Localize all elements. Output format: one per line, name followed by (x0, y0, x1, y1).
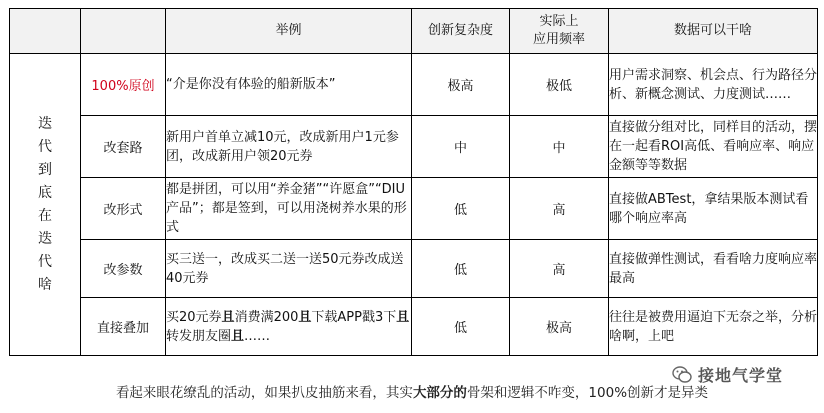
header-data-use: 数据可以干啥 (609, 9, 818, 54)
row-data-use: 用户需求洞察、机会点、行为路径分析、新概念测试、力度测试…… (609, 54, 818, 116)
header-blank-2 (81, 9, 166, 54)
row-example: 买20元券且消费满200且下载APP戳3下且转发朋友圈且…… (166, 298, 412, 356)
row-data-use: 直接做分组对比，同样目的活动，摆在一起看ROI高低、看响应率、响应金额等等数据 (609, 116, 818, 178)
row-type: 100%原创 (81, 54, 166, 116)
header-example: 举例 (166, 9, 412, 54)
comparison-table (9, 8, 818, 356)
watermark-text: 接地气学堂 (698, 366, 784, 385)
row-data-use: 直接做ABTest，拿结果版本测试看哪个响应率高 (609, 178, 818, 240)
row-frequency: 高 (510, 240, 609, 298)
table-row (10, 240, 818, 298)
table-row (10, 54, 818, 116)
row-data-use: 直接做弹性测试，看看啥力度响应率最高 (609, 240, 818, 298)
row-complexity: 中 (412, 116, 510, 178)
row-type: 改套路 (81, 116, 166, 178)
header-blank-1 (10, 9, 81, 54)
footer-caption: 看起来眼花缭乱的活动，如果扒皮抽筋来看，其实大部分的骨架和逻辑不咋变，100%创新才是异类 (115, 385, 709, 401)
group-label: 迭代到底在迭代啥 (38, 115, 52, 293)
header-complexity: 创新复杂度 (412, 9, 510, 54)
row-frequency: 高 (510, 178, 609, 240)
row-type: 直接叠加 (81, 298, 166, 356)
row-frequency: 中 (510, 116, 609, 178)
row-type: 改参数 (81, 240, 166, 298)
row-frequency: 极高 (510, 298, 609, 356)
table-row (10, 178, 818, 240)
table-row (10, 298, 818, 356)
row-example: “介是你没有体验的船新版本” (166, 54, 412, 116)
header-row (10, 9, 818, 54)
row-example: 都是拼团，可以用“养金猪”“许愿盒”“DIU产品”；都是签到，可以用浇树养水果的形式 (166, 178, 412, 240)
header-frequency: 实际上 应用频率 (510, 9, 609, 54)
row-complexity: 极高 (412, 54, 510, 116)
row-example: 新用户首单立减10元，改成新用户1元参团，改成新用户领20元券 (166, 116, 412, 178)
table-row (10, 116, 818, 178)
row-frequency: 极低 (510, 54, 609, 116)
row-complexity: 低 (412, 240, 510, 298)
row-complexity: 低 (412, 178, 510, 240)
row-complexity: 低 (412, 298, 510, 356)
group-label-cell (10, 54, 81, 356)
row-type: 改形式 (81, 178, 166, 240)
row-example: 买三送一，改成买二送一送50元券改成送40元券 (166, 240, 412, 298)
row-data-use: 往往是被费用逼迫下无奈之举，分析啥啊，上吧 (609, 298, 818, 356)
